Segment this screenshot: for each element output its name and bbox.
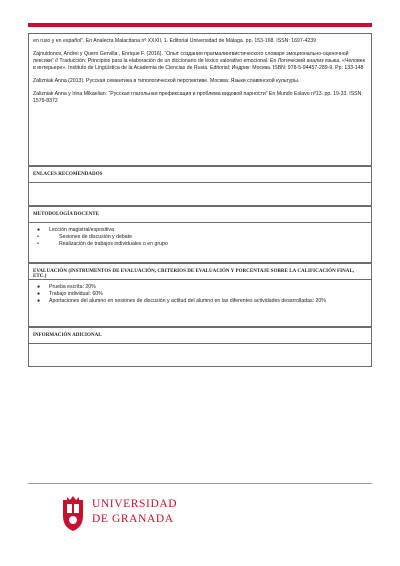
section-informacion: [28, 327, 372, 367]
list-item: ● Prueba escrita: 20%: [37, 284, 96, 290]
list-item: ● Trabajo individual: 60%: [37, 290, 103, 297]
section-title: EVALUACIÓN (INSTRUMENTOS DE EVALUACIÓN, CRITERIOS DE EVALUACIÓN Y PORCENTAJE SOBRE LA CALIFICACIÓN FINAL, ETC.): [29, 264, 371, 280]
reference-entry: Zajnuldonov, Andrei y Quero Gervilla , Enrique F. (2016). “Опыт создания прагмалингвистического словаря эмоционально-оценочной лексики” // Traducción: Principios para la elaboración de un diccionario de léxico valorativo emocional. En Логический анализ языка. «Человек в интерьере». Instituto de Lingüística de la Academia de Ciencias de Rusia. Editorial; Индрик: Москва. ISBN: 978-5-94457-289-9. Pp: 133-148: [33, 51, 365, 71]
section-title: INFORMACIÓN ADICIONAL: [29, 328, 371, 344]
bullet-icon: ●: [37, 227, 41, 233]
list-item: ● Lección magistral/expositiva: [37, 227, 114, 233]
footer-divider: [28, 483, 372, 484]
list-item: • Sesiones de discusión y debate: [37, 233, 132, 240]
list-item: ● Aportaciones del alumno en sesiones de discusión y actitud del alumno en las diferentes actividades desarrolladas: 20%: [37, 297, 326, 304]
section-evaluacion: [28, 263, 372, 327]
bullet-icon: •: [37, 233, 39, 240]
bullet-icon: ●: [37, 290, 41, 297]
methodology-list: [35, 227, 365, 234]
references-box: [28, 33, 372, 166]
university-name-line1: UNIVERSIDAD: [92, 498, 178, 510]
header-accent-bar: [28, 23, 372, 27]
reference-entry: Zalizniak Anna y Irina Mikaelian: “Русская глагольная префиксация и проблема видовой парности” En Mundo Eslavo nº13. pp. 19-33. ISSN: 1579-8372: [33, 91, 363, 104]
section-metodologia: [28, 206, 372, 263]
university-name-line2: DE GRANADA: [92, 513, 174, 525]
reference-entry: Zalizniak Anna (2013). Русская семантика в типологической перспективе. Москва: Языки славянской культуры.: [33, 78, 300, 84]
bullet-icon: ●: [37, 284, 41, 290]
evaluation-list: [35, 284, 365, 304]
section-enlaces: [28, 166, 372, 206]
list-item: • Realización de trabajos individuales o en grupo: [37, 240, 168, 247]
section-title: METODOLOGÍA DOCENTE: [29, 207, 371, 223]
bullet-icon: •: [37, 240, 39, 247]
methodology-sublist: [35, 234, 365, 248]
reference-entry: en ruso y en español”. En Analecta Malacitana nº XXXII, 1. Editorial Universidad de Málaga. pp. 153-168. ISSN: 1697-4239: [33, 38, 317, 44]
university-crest-icon: [58, 494, 88, 532]
section-title: ENLACES RECOMENDADOS: [29, 167, 371, 183]
bullet-icon: ●: [37, 297, 41, 304]
